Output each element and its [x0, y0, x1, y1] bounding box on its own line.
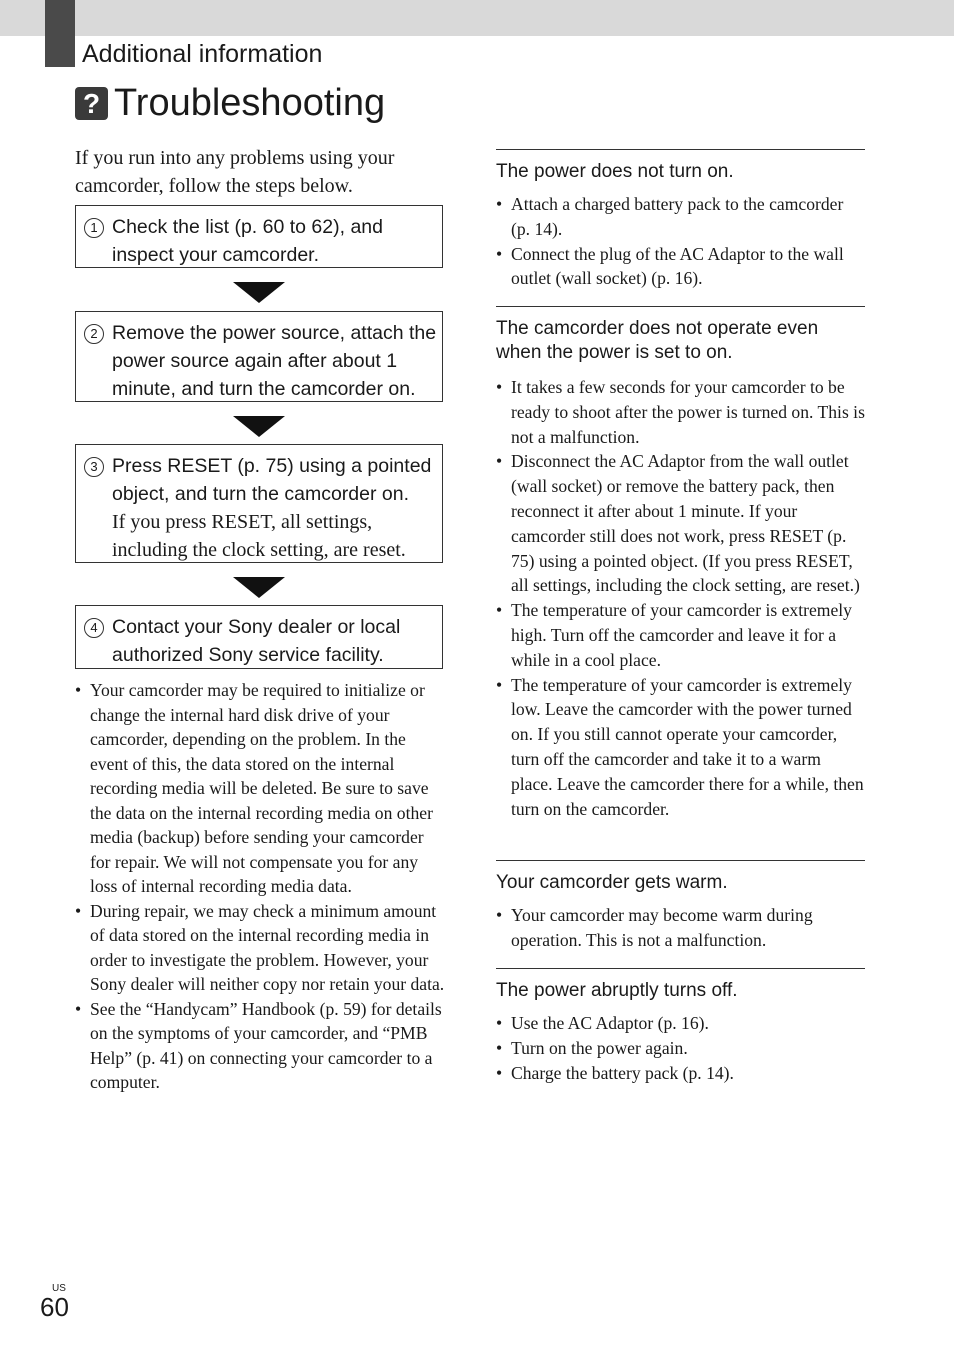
section-heading: The power does not turn on. — [496, 161, 734, 182]
step-text-1: Check the list (p. 60 to 62), and inspect your camcorder. — [112, 216, 383, 266]
flow-arrow-down-icon — [233, 577, 285, 598]
list-item — [496, 673, 865, 822]
list-item — [496, 375, 865, 449]
list-item-text: Use the AC Adaptor (p. 16). — [511, 1013, 709, 1033]
bullet-icon: • — [496, 194, 503, 214]
step-text-4: Contact your Sony dealer or local authorized Sony service facility. — [112, 616, 401, 666]
step-number-4: 4 — [84, 618, 104, 638]
step-note-3: If you press RESET, all settings, including the clock setting, are reset. — [112, 511, 406, 561]
list-item — [496, 449, 865, 598]
step-number-1: 1 — [84, 218, 104, 238]
section-list — [496, 375, 865, 821]
step-number-3: 3 — [84, 457, 104, 477]
page-title — [75, 78, 385, 128]
list-item — [75, 899, 445, 997]
list-item-text: Your camcorder may be required to initialize or change the internal hard disk drive of your camcorder, depending on the problem. In the event of this, the data stored on the internal recording media will be deleted. Be sure to save the data on the internal recording media on other media (backup) before sending your camcorder for repair. We will not compensate you for any loss of internal recording media data. — [90, 680, 433, 896]
bullet-icon: • — [75, 900, 82, 921]
list-item-text: During repair, we may check a minimum amount of data stored on the internal recording media in order to investigate the problem. However, your Sony dealer will neither copy nor retain your data. — [90, 900, 445, 994]
list-item-text: The temperature of your camcorder is extremely high. Turn off the camcorder and leave it for a while in a cool place. — [511, 600, 852, 670]
list-item — [496, 903, 865, 953]
list-item — [75, 678, 445, 899]
list-item — [496, 1036, 865, 1061]
section-heading: The camcorder does not operate even when the power is set to on. — [496, 318, 819, 363]
page-title-text: Troubleshooting — [114, 81, 386, 124]
list-item — [496, 598, 865, 672]
bullet-icon: • — [496, 600, 503, 621]
flow-arrow-down-icon — [233, 282, 285, 303]
section-gets-warm — [496, 860, 865, 953]
bullet-icon: • — [75, 680, 82, 700]
section-power-not-on — [496, 149, 865, 291]
list-item — [75, 997, 445, 1095]
section-title: Additional information — [82, 40, 323, 68]
section-tab-marker — [45, 0, 75, 67]
bullet-icon: • — [496, 1013, 503, 1033]
bullet-icon: • — [496, 905, 503, 925]
list-item-text: Attach a charged battery pack to the camcorder (p. 14). — [511, 194, 844, 239]
section-list — [496, 1011, 865, 1085]
list-item-text: Your camcorder may become warm during operation. This is not a malfunction. — [511, 905, 813, 950]
step-box-3 — [75, 444, 443, 563]
bullet-icon: • — [75, 998, 82, 1019]
list-item — [496, 1011, 865, 1036]
step-box-2 — [75, 311, 443, 402]
list-item-text: See the “Handycam” Handbook (p. 59) for details on the symptoms of your camcorder, and “PMB Help” (p. 41) on connecting your camcorder to a computer. — [90, 998, 442, 1092]
list-item-text: It takes a few seconds for your camcorder to be ready to shoot after the power is turned on. This is not a malfunction. — [511, 377, 865, 447]
list-item — [496, 1061, 865, 1086]
list-item-text: Charge the battery pack (p. 14). — [511, 1062, 734, 1083]
list-item-text: Disconnect the AC Adaptor from the wall outlet (wall socket) or remove the battery pack, then reconnect it after about 1 minute. If your camcorder still does not work, press RESET (p. 75) using a pointed object. (If you press RESET, all settings, including the clock setting, are reset.) — [511, 451, 860, 596]
step-box-1 — [75, 205, 443, 268]
list-item-text: Connect the plug of the AC Adaptor to the wall outlet (wall socket) (p. 16). — [511, 243, 844, 289]
section-does-not-operate — [496, 306, 865, 821]
notes-list — [75, 678, 445, 1095]
intro-paragraph: If you run into any problems using your camcorder, follow the steps below. — [75, 147, 395, 197]
section-heading: Your camcorder gets warm. — [496, 872, 728, 893]
section-list — [496, 192, 865, 291]
step-box-4 — [75, 605, 443, 669]
section-heading: The power abruptly turns off. — [496, 980, 738, 1001]
section-list — [496, 903, 865, 953]
list-item-text: The temperature of your camcorder is extremely low. Leave the camcorder with the power turned on. If you still cannot operate your camcorder, turn off the camcorder and take it to a warm place. Leave the camcorder there for a while, then turn on the camcorder. — [511, 674, 864, 819]
bullet-icon: • — [496, 377, 503, 397]
step-number-2: 2 — [84, 324, 104, 344]
bullet-icon: • — [496, 1037, 503, 1058]
footer-region-code: US — [52, 1283, 66, 1294]
header-band — [0, 0, 954, 36]
flow-arrow-down-icon — [233, 416, 285, 437]
question-mark-icon: ? — [75, 87, 108, 120]
bullet-icon: • — [496, 243, 503, 264]
list-item — [496, 242, 865, 292]
section-power-turns-off — [496, 968, 865, 1085]
list-item-text: Turn on the power again. — [511, 1037, 688, 1058]
page-number: 60 — [40, 1292, 69, 1322]
list-item — [496, 192, 865, 242]
bullet-icon: • — [496, 1062, 503, 1083]
step-text-2: Remove the power source, attach the power source again after about 1 minute, and turn the camcorder on. — [112, 322, 437, 400]
bullet-icon: • — [496, 451, 503, 472]
bullet-icon: • — [496, 674, 503, 695]
step-text-3: Press RESET (p. 75) using a pointed object, and turn the camcorder on. — [112, 455, 432, 505]
